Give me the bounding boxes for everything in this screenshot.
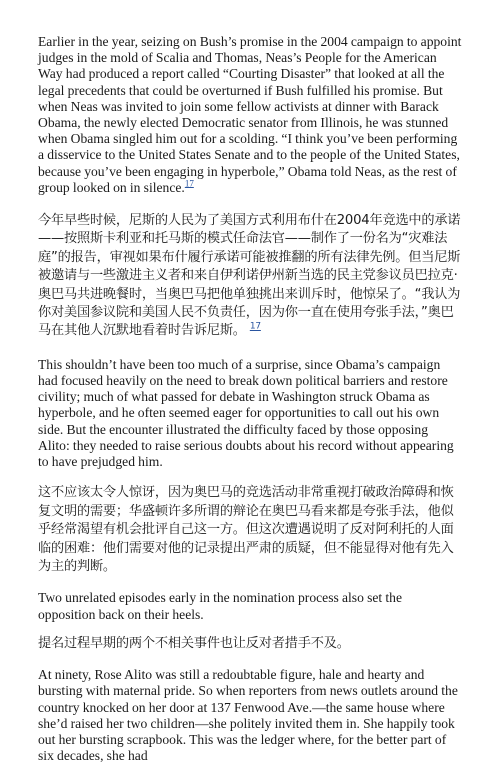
paragraph-english-1 bbox=[38, 34, 462, 196]
paragraph-chinese-2: 这不应该太令人惊讶，因为奥巴马的竞选活动非常重视打破政治障碍和恢复文明的需要；华盛顿许多所谓的辩论在奥巴马看来都是夸张手法，他似乎经常渴望有机会批评自己这一方。但这次遭遇说明了反对阿利托的人面临的困难：他们需要对他的记录提出严肃的质疑，但不能显得对他有先入为主的判断。 bbox=[38, 485, 454, 574]
footnote-link[interactable]: 17 bbox=[184, 178, 194, 189]
paragraph-chinese-3: 提名过程早期的两个不相关事件也让反对者措手不及。 bbox=[38, 635, 350, 651]
footnote-link[interactable]: 17 bbox=[249, 322, 261, 333]
paragraph-chinese-1 bbox=[38, 212, 462, 341]
paragraph-english-4: At ninety, Rose Alito was still a redoubtable figure, hale and hearty and bursting with maternal pride. So when reporters from news outlets around the country knocked on her door at 137 Fenwood Ave.—the same house where she’d raised her two children—she politely invited them in. She happily took out her bursting scrapbook. This was the ledger where, for the better part of six decades, she had bbox=[38, 667, 458, 764]
paragraph-english-2: This shouldn’t have been too much of a surprise, since Obama’s campaign had focused heavily on the need to break down political barriers and restore civility; much of what passed for debate in Washington struck Obama as hyperbole, and he often seemed eager for opportunities to call out his own side. But the encounter illustrated the difficulty faced by those opposing Alito: they needed to raise serious doubts about his record without appearing to have prejudged him. bbox=[38, 356, 454, 470]
paragraph-text: Earlier in the year, seizing on Bush’s promise in the 2004 campaign to appoint judges in the mold of Scalia and Thomas, Neas’s People for the American Way had produced a report called “Courting Disaster” that looked at all the legal precedents that could be overturned if Bush fulfilled his promise. But when Neas was invited to join some fellow activists at dinner with Barack Obama, the newly elected Democratic senator from Illinois, he was stunned when Obama singled him out for a scolding. “I think you’ve been performing a disservice to the United States Senate and to the people of the United States, because you’ve been engaging in hyperbole,” Obama told Neas, as the rest of group looked on in silence. bbox=[38, 34, 462, 195]
paragraph-text: 今年早些时候，尼斯的人民为了美国方式利用布什在2004年竞选中的承诺——按照斯卡利亚和托马斯的模式任命法官——制作了一份名为“灾难法庭”的报告，审视如果布什履行承诺可能被推翻的所有法律先例。但当尼斯被邀请与一些激进主义者和来自伊利诺伊州新当选的民主党参议员巴拉克·奥巴马共进晚餐时，当奥巴马把他单独挑出来训斥时，他惊呆了。“我认为你对美国参议院和美国人民不负责任，因为你一直在使用夸张手法，”奥巴马在其他人沉默地看着时告诉尼斯。 bbox=[38, 213, 461, 339]
document-page bbox=[38, 34, 462, 778]
paragraph-english-3: Two unrelated episodes early in the nomination process also set the opposition back on their heels. bbox=[38, 590, 402, 622]
